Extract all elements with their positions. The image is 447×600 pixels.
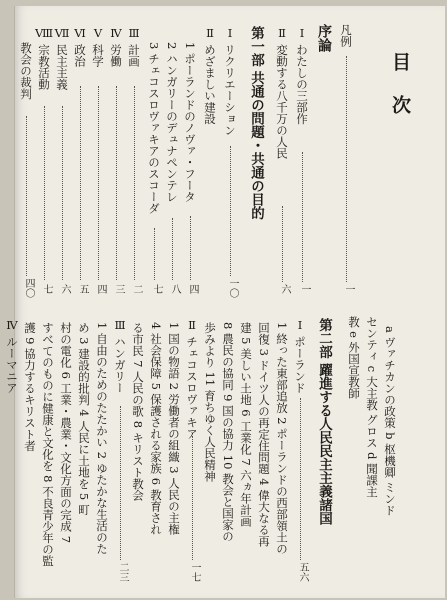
leader-dots <box>116 86 117 280</box>
toc-p1-3: Ⅲ 計画 <box>127 26 141 67</box>
toc-pl1: 1 終った東部追放 2 ポーランドの西部領土の <box>275 322 289 555</box>
leader-dots <box>154 228 155 280</box>
leader-dots <box>120 406 121 560</box>
leader-dots <box>302 152 303 282</box>
page-number: 七 <box>41 284 52 294</box>
leader-dots <box>134 86 135 280</box>
leader-dots <box>98 86 99 280</box>
page-number: 八 <box>169 284 180 294</box>
leader-dots <box>190 216 191 280</box>
toc-p1-2: Ⅱ めざましい建設 <box>203 26 217 125</box>
page-number: 六 <box>279 284 290 294</box>
toc-pl4: 8 農民の協同 9 国の協力 10 教会と国家の <box>221 322 235 543</box>
toc-p1-5: Ⅴ 科学 <box>91 26 105 67</box>
leader-dots <box>300 398 301 560</box>
leader-dots <box>62 106 63 280</box>
page-number: 四 <box>95 284 106 294</box>
page-title: 目次 <box>389 52 411 138</box>
toc-joron: 序論 <box>316 24 332 52</box>
toc-pl5: 歩みより 11 育ちゆく人民精神 <box>203 322 217 482</box>
toc-joron-1: Ⅰ わたしの三部作 <box>295 26 309 125</box>
leader-dots <box>346 56 347 282</box>
leader-dots <box>172 218 173 280</box>
toc-p1-8: Ⅷ 宗教活動 <box>37 26 51 90</box>
toc-joron-2: Ⅱ 変動する八千万の人民 <box>275 26 289 159</box>
toc-part2: 第二部 躍進する人民民主主義諸国 <box>316 318 332 526</box>
page-number: 五 <box>77 284 88 294</box>
toc-hu5: 護 9 協力するキリスト者 <box>23 322 37 452</box>
toc-czech: Ⅱ チェコスロヴァキア <box>185 318 199 440</box>
toc-hu1: 1 自由のためのたたかい 2 ゆたかな生活のた <box>95 322 109 555</box>
toc-hu3: 村の電化 6 工業・農業・文化方面の完成 7 <box>59 322 73 544</box>
toc-p1-4: Ⅳ 労働 <box>109 26 123 67</box>
toc-cz3: る市民 7 人民の歌 8 キリスト教会 <box>131 322 145 501</box>
toc-hu2: め 3 建設的批判 4 人民に土地を 5 町 <box>77 322 91 516</box>
page-number: 四 <box>187 284 198 294</box>
toc-c-line: 教 e 外国宣教師 <box>347 316 361 400</box>
leader-dots <box>26 116 27 276</box>
page-number: 一 <box>343 284 354 294</box>
toc-p1-8-sub: 教会の裁判 <box>19 42 33 100</box>
toc-part1: 第一部 共通の問題・共通の目的 <box>248 26 264 220</box>
page-number: 七 <box>151 284 162 294</box>
toc-poland: Ⅰ ポーランド <box>293 318 307 394</box>
toc-pl3: 建 5 美しい土地 6 工業化 7 六ヵ年計画 <box>239 322 253 527</box>
toc-hu4: すべてのものに健康と文化を 8 不良青少年の監 <box>41 322 55 567</box>
leader-dots <box>282 206 283 282</box>
page-number: 一〇 <box>227 278 238 298</box>
toc-cz1: 1 国の物語 2 労働者の組織 3 人民の主権 <box>167 322 181 535</box>
toc-hungary: Ⅲ ハンガリー <box>113 318 127 394</box>
leader-dots <box>80 86 81 280</box>
leader-dots <box>44 106 45 280</box>
toc-p1-1: Ⅰ リクリエーション <box>223 26 237 136</box>
toc-pl2: 回復 3 ドイツ人の再定住問題 4 偉大なる再 <box>257 322 271 547</box>
page-number: 三 <box>113 284 124 294</box>
toc-p1-2-1: 1 ポーランドのノヴァ・フータ <box>183 42 197 203</box>
page-number: 一 <box>299 284 310 294</box>
page-number: 四〇 <box>23 278 34 298</box>
page-number: 二 <box>131 284 142 294</box>
toc-b-line: センティ c 大主教 グロス d 聞課主 <box>365 316 379 498</box>
leader-dots <box>230 146 231 276</box>
toc-a-line: a ヴァチカンの政策 b 枢機卿 ミンド <box>383 326 397 516</box>
page-number: 二三 <box>117 562 128 582</box>
toc-p1-6: Ⅵ 政治 <box>73 26 87 67</box>
toc-p1-2-2: 2 ハンガリーのデュナペンテレ <box>165 42 179 203</box>
toc-cz2: 4 社会保障 5 保護される家族 6 教育され <box>149 322 163 535</box>
page-number: 一七 <box>189 562 200 582</box>
toc-p1-2-3: 3 チェコスロヴァキアのスコーダ <box>147 42 161 214</box>
toc-romania: Ⅳ ルーマニア <box>5 318 19 394</box>
page-number: 六 <box>59 284 70 294</box>
toc-hanrei: 凡例 <box>339 24 353 47</box>
toc-p1-7: Ⅶ 民主主義 <box>55 26 69 90</box>
leader-dots <box>192 436 193 560</box>
book-page <box>5 6 445 598</box>
page-number: 五六 <box>297 562 308 582</box>
